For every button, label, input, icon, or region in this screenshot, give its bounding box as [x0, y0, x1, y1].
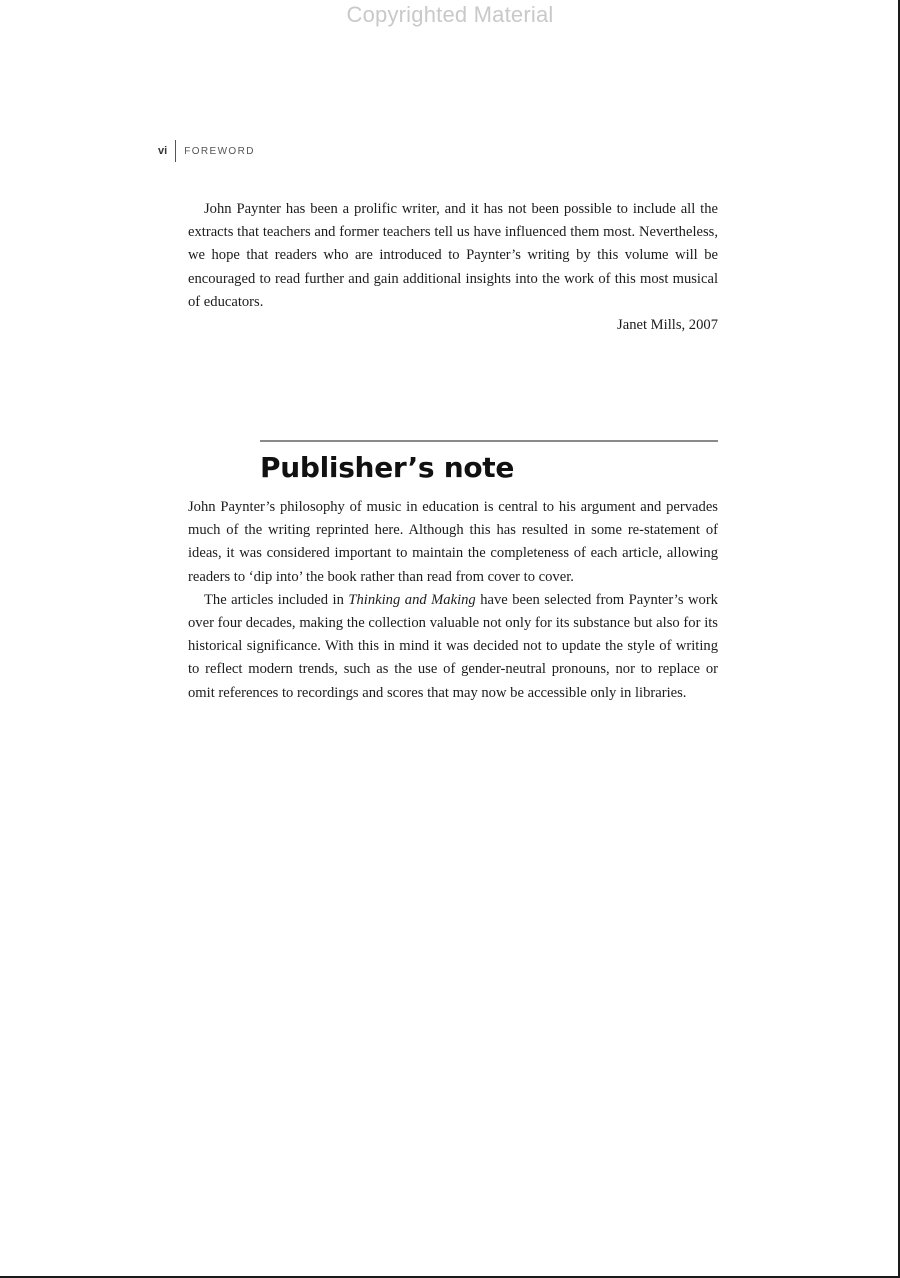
section-heading: Publisher’s note [260, 451, 515, 484]
foreword-paragraph: John Paynter has been a prolific writer, and it has not been possible to include all the extracts that teachers and former teachers tell us have influenced them most. Nevertheless, we hope that readers who are introduced to Paynter’s writing by this volume will be encouraged to read further and gain additional insights into the work of this most musical of educators. [188, 201, 718, 310]
note-paragraph-1: John Paynter’s philosophy of music in education is central to his argument and pervades much of the writing reprinted here. Although this has resulted in some re-statement of ideas, it was considered important to maintain the completeness of each article, allowing readers to ‘dip into’ the book rather than read from cover to cover. [188, 499, 718, 585]
note-paragraph-2 [188, 589, 718, 705]
page-number: vi [158, 145, 168, 157]
running-head-section: FOREWORD [184, 145, 255, 157]
foreword-body [188, 198, 718, 337]
book-title: Thinking and Making [348, 591, 476, 608]
note-paragraph-2-end: have been selected from Paynter’s work over four decades, making the collection valuable not only for its substance but also for its historical significance. With this in mind it was decided not to update the style of writing to reflect modern trends, such as the use of gender-neutral pronouns, nor to replace or omit references to recordings and scores that may now be accessible only in libraries. [188, 591, 718, 701]
foreword-signature: Janet Mills, 2007 [617, 317, 718, 334]
copyright-watermark: Copyrighted Material [346, 2, 554, 27]
running-head [158, 141, 255, 161]
note-paragraph-2-start: The articles included in [204, 591, 349, 608]
section-divider-rule [260, 440, 718, 442]
publishers-note-body [188, 496, 718, 705]
running-head-divider [175, 140, 176, 162]
